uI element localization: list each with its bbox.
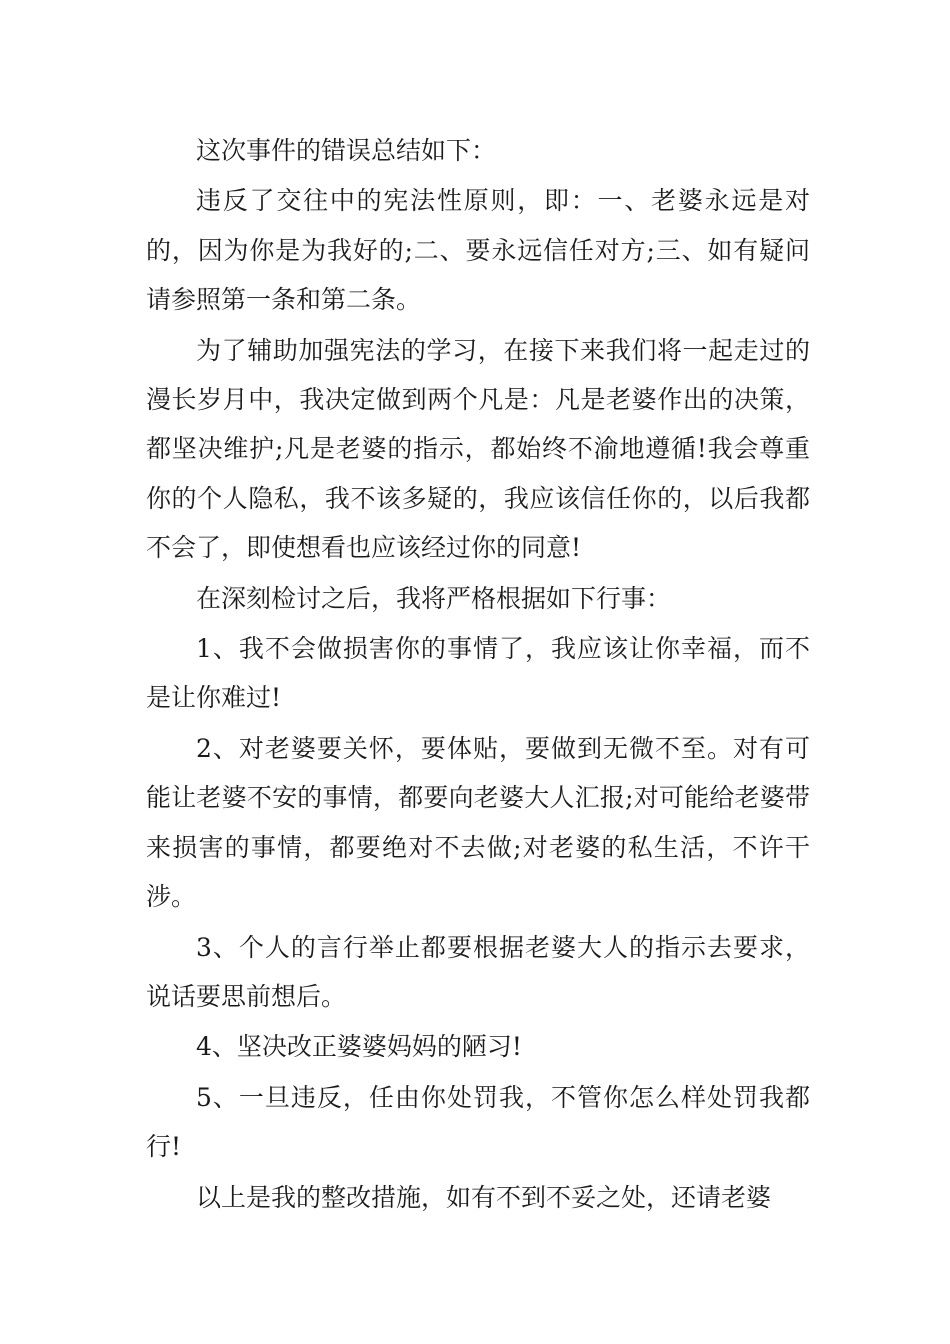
- paragraph-closing: 以上是我的整改措施，如有不到不妥之处，还请老婆: [196, 1182, 772, 1212]
- paragraph-principles: 违反了交往中的宪法性原则，即：一、老婆永远是对的，因为你是为我好的;二、要永远信任对方;三、如有疑问请参照第一条和第二条。: [146, 186, 810, 315]
- paragraph-commitment: 为了辅助加强宪法的学习，在接下来我们将一起走过的漫长岁月中，我决定做到两个凡是：凡是老婆作出的决策，都坚决维护;凡是老婆的指示，都始终不渝地遵循!我会尊重你的个人隐私，我不该多疑的，我应该信任你的，以后我都不会了，即使想看也应该经过你的同意!: [146, 335, 810, 563]
- paragraph-item-5: 5、一旦违反，任由你处罚我，不管你怎么样处罚我都行!: [146, 1082, 810, 1162]
- paragraph-item-3: 3、个人的言行举止都要根据老婆大人的指示去要求，说话要思前想后。: [146, 932, 810, 1011]
- paragraph-item-2: 2、对老婆要关怀，要体贴，要做到无微不至。对有可能让老婆不安的事情，都要向老婆大人汇报;对可能给老婆带来损害的事情，都要绝对不去做;对老婆的私生活，不许干涉。: [146, 733, 810, 912]
- paragraph-intro: 这次事件的错误总结如下：: [196, 136, 497, 165]
- paragraph-item-1: 1、我不会做损害你的事情了，我应该让你幸福，而不是让你难过!: [146, 634, 810, 713]
- document-body: [146, 126, 810, 1223]
- paragraph-action-intro: 在深刻检讨之后，我将严格根据如下行事：: [196, 583, 672, 613]
- paragraph-item-4: 4、坚决改正婆婆妈妈的陋习!: [196, 1032, 522, 1062]
